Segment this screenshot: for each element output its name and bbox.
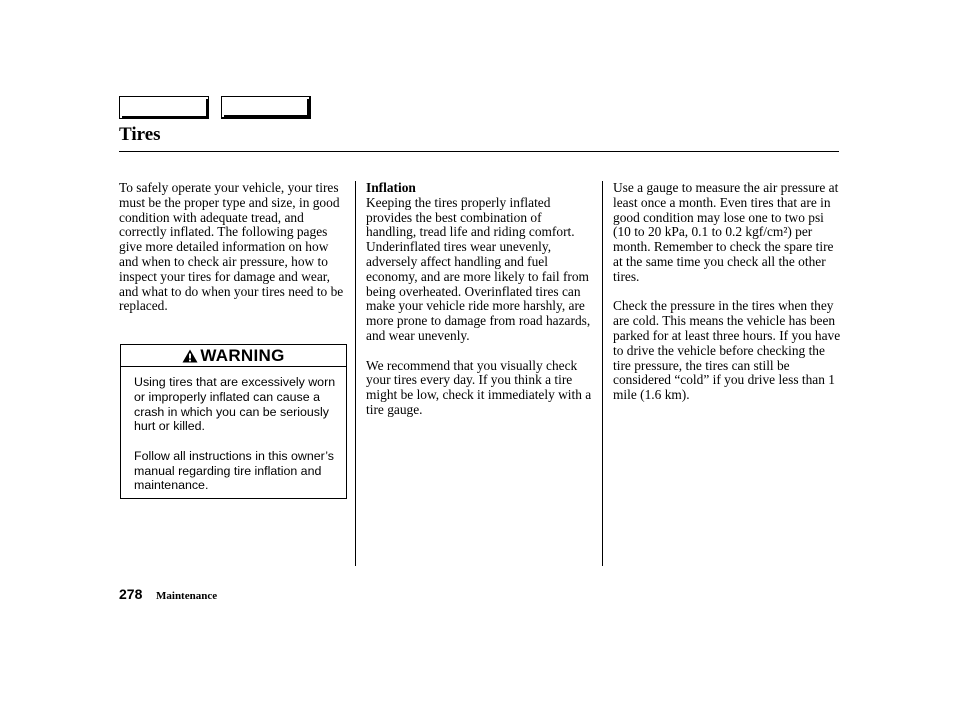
cold-tire-paragraph: Check the pressure in the tires when they are cold. This means the vehicle has been parked for at least three hours. If you have to drive the vehicle before checking the tire pressure, the tires can still be considered “cold” if you drive less than 1 mile (1.6 km). xyxy=(613,298,841,403)
page-number: 278 xyxy=(119,586,143,602)
column-2 xyxy=(366,181,592,433)
column-1 xyxy=(119,181,351,329)
warning-triangle-icon xyxy=(182,348,198,370)
nav-tab-box-2 xyxy=(221,96,311,119)
warning-text-2: Follow all instructions in this owner’s manual regarding tire inflation and maintenance. xyxy=(134,448,334,493)
title-rule xyxy=(119,151,839,152)
inflation-paragraph-2: We recommend that you visually check your tires every day. If you think a tire might be low, check it immediately with a tire gauge. xyxy=(366,357,592,417)
page-title: Tires xyxy=(119,124,161,145)
inflation-heading: Inflation xyxy=(366,180,416,195)
column-divider-2 xyxy=(602,181,603,566)
column-3 xyxy=(613,181,841,418)
inflation-section xyxy=(366,181,592,344)
nav-tab-box-1 xyxy=(119,96,209,119)
intro-paragraph: To safely operate your vehicle, your tires must be the proper type and size, in good condition with adequate tread, and correctly inflated. The following pages give more detailed information on how and when to check air pressure, how to inspect your tires for damage and wear, and what to do when your tires need to be replaced. xyxy=(119,180,344,314)
section-name: Maintenance xyxy=(156,590,218,602)
warning-box xyxy=(120,344,347,499)
warning-header xyxy=(121,345,346,367)
warning-label: WARNING xyxy=(200,346,285,365)
warning-text-1: Using tires that are excessively worn or improperly inflated can cause a crash in which you can be seriously hurt or killed. xyxy=(134,375,336,434)
warning-body xyxy=(121,367,346,493)
inflation-paragraph-1: Keeping the tires properly inflated provides the best combination of handling, tread life and riding comfort. Underinflated tires wear unevenly, adversely affect handling and fuel economy, and are more likely to fail from being overheated. Overinflated tires can make your vehicle ride more harshly, are more prone to damage from road hazards, and wear unevenly. xyxy=(366,194,591,343)
column-divider-1 xyxy=(355,181,356,566)
gauge-paragraph: Use a gauge to measure the air pressure at least once a month. Even tires that are in good condition may lose one to two psi (10 to 20 kPa, 0.1 to 0.2 kgf/cm²) per month. Remember to check the spare tire at the same time you check all the other tires. xyxy=(613,180,839,284)
